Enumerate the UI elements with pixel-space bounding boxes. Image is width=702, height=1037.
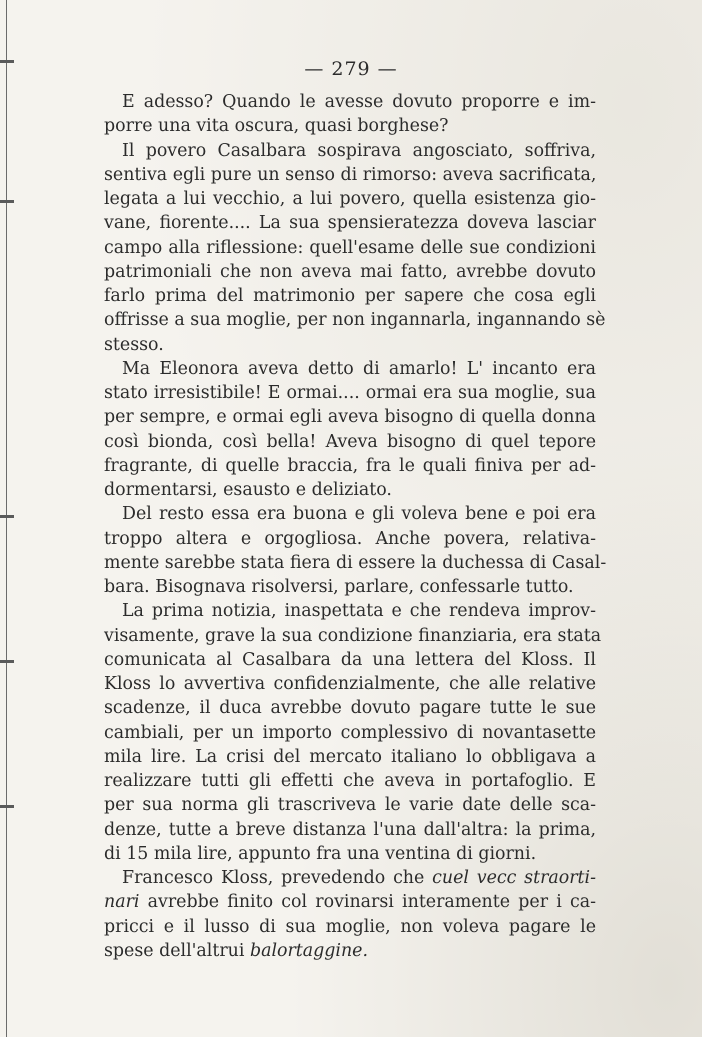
text-line: per sempre, e ormai egli aveva bisogno di quella donna [104, 407, 596, 428]
text-line: sentiva egli pure un senso di rimorso: aveva sacrificata, [104, 164, 597, 185]
text-line: legata a lui vecchio, a lui povero, quella esistenza gio- [104, 189, 596, 209]
text-line: offrisse a sua moglie, per non ingannarla, ingannando sè [104, 310, 606, 331]
text-line: bara. Bisognava risolversi, parlare, confessarle tutto. [104, 577, 574, 597]
binding-mark [0, 805, 14, 808]
text-line: realizzare tutti gli effetti che aveva in portafoglio. E [104, 771, 596, 791]
page-number: — 279 — [304, 58, 398, 80]
text-line: denze, tutte a breve distanza l'una dall'altra: la prima, [104, 819, 596, 840]
text-line: mila lire. La crisi del mercato italiano lo obbligava a [104, 746, 596, 767]
text-line: per sua norma gli trascriveva le varie date delle sca- [104, 795, 596, 816]
text-line: così bionda, così bella! Aveva bisogno di quel tepore [104, 431, 596, 452]
text-line: Del resto essa era buona e gli voleva bene e poi era [122, 504, 596, 525]
text-line: Il povero Casalbara sospirava angosciato, soffriva, [122, 140, 596, 161]
text-line: farlo prima del matrimonio per sapere che cosa egli [104, 286, 596, 306]
text-line [104, 939, 596, 963]
text-line: visamente, grave la sua condizione finanziaria, era stata [104, 625, 602, 646]
text-line: E adesso? Quando le avesse dovuto proporre e im- [122, 92, 596, 112]
body-text [104, 90, 607, 963]
text-line: mente sarebbe stata fiera di essere la duchessa di Casal- [104, 552, 607, 573]
text-line: scadenze, il duca avrebbe dovuto pagare tutte le sue [104, 698, 596, 719]
italic-span: nari [104, 892, 140, 913]
text-line: cambiali, per un importo complessivo di novantasette [104, 722, 596, 743]
text-span: avrebbe finito col rovinarsi interamente per i ca- [139, 892, 596, 913]
text-line: stato irresistibile! E ormai.... ormai era sua moglie, sua [104, 383, 596, 403]
binding-edge [6, 0, 7, 1037]
italic-span: balortaggine. [249, 940, 369, 961]
text-line: dormentarsi, esausto e deliziato. [104, 480, 392, 500]
text-line: stesso. [104, 334, 164, 355]
text-line: troppo altera e orgogliosa. Anche povera, relativa- [104, 528, 596, 549]
text-line: comunicata al Casalbara da una lettera del Kloss. Il [104, 649, 596, 670]
text-line: Kloss lo avvertiva confidenzialmente, che alle relative [104, 674, 596, 694]
text-line: La prima notizia, inaspettata e che rendeva improv- [122, 601, 596, 622]
text-line: patrimoniali che non aveva mai fatto, avrebbe dovuto [104, 261, 596, 282]
text-line: porre una vita oscura, quasi borghese? [104, 116, 449, 137]
italic-span: cuel vecc straorti- [432, 868, 596, 888]
text-line: fragrante, di quelle braccia, fra le quali finiva per ad- [104, 455, 596, 476]
binding-mark [0, 660, 14, 663]
text-line [104, 866, 596, 890]
binding-mark [0, 515, 14, 518]
text-span: Francesco Kloss, prevedendo che [122, 868, 433, 888]
text-line: pricci e il lusso di sua moglie, non voleva pagare le [104, 916, 596, 937]
text-line: campo alla riflessione: quell'esame delle sue condizioni [104, 237, 596, 258]
binding-mark [0, 200, 14, 203]
text-line: Ma Eleonora aveva detto di amarlo! L' incanto era [122, 358, 596, 379]
text-line: di 15 mila lire, appunto fra una ventina di giorni. [104, 843, 537, 864]
text-span: spese dell'altrui [104, 940, 250, 961]
text-line: vane, fiorente.... La sua spensieratezza doveva lasciar [104, 213, 596, 234]
text-line [104, 890, 596, 914]
